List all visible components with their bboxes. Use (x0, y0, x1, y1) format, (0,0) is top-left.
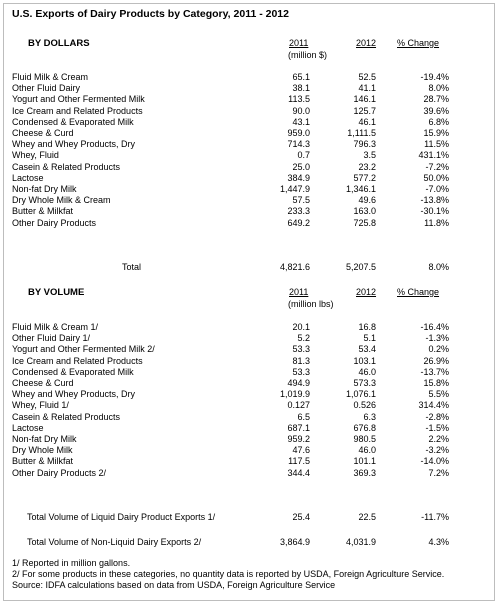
value-2012: 23.2 (358, 161, 376, 172)
value-2012: 53.4 (358, 344, 376, 355)
pct-change: 8.0% (428, 83, 449, 94)
value-2012: 676.8 (353, 422, 376, 433)
row-label: Cheese & Curd (12, 128, 74, 138)
value-2012: 103.1 (353, 355, 376, 366)
row-label: Whey and Whey Products, Dry (12, 389, 136, 400)
pct-change: -2.8% (425, 411, 449, 422)
row-label: Casein & Related Products (12, 161, 121, 172)
table-row (0, 434, 500, 445)
row-label: Non-fat Dry Milk (12, 184, 77, 194)
value-2011: 687.1 (287, 422, 310, 433)
row-label: Whey and Whey Products, Dry (12, 139, 136, 150)
row-label: Dry Whole Milk (12, 445, 73, 456)
volume-col-2011: 2011 (289, 287, 309, 297)
value-2011: 53.3 (292, 366, 310, 377)
pct-change: 39.6% (423, 105, 449, 116)
dollars-total-row (0, 262, 500, 273)
table-row (0, 94, 500, 105)
value-2011: 20.1 (292, 322, 310, 332)
volume-unit: (million lbs) (288, 299, 334, 309)
row-label: Cheese & Curd (12, 378, 74, 388)
value-2012: 3.5 (363, 150, 376, 161)
value-2011: 25.0 (292, 161, 310, 172)
volume-total-nonliquid-2012: 4,031.9 (345, 537, 376, 547)
value-2011: 5.2 (297, 333, 310, 344)
table-row (0, 333, 500, 344)
volume-total-liquid-label: Total Volume of Liquid Dairy Product Exports 1/ (27, 512, 216, 522)
table-row (0, 468, 500, 479)
table-row (0, 344, 500, 355)
row-label: Condensed & Evaporated Milk (12, 366, 134, 377)
table-row (0, 378, 500, 389)
pct-change: 431.1% (418, 150, 449, 161)
row-label: Non-fat Dry Milk (12, 434, 77, 444)
table-row (0, 83, 500, 94)
value-2012: 146.1 (353, 94, 376, 105)
table-row (0, 356, 500, 367)
row-label: Butter & Milkfat (12, 456, 74, 467)
volume-total-nonliquid-row (0, 537, 500, 548)
value-2011: 113.5 (288, 94, 310, 105)
footnote-1: 1/ Reported in million gallons. (12, 558, 131, 568)
row-label: Other Fluid Dairy 1/ (12, 333, 91, 344)
pct-change: -3.2% (425, 445, 449, 456)
pct-change: 15.9% (423, 128, 449, 138)
value-2012: 101.1 (353, 456, 376, 467)
pct-change: 11.8% (424, 217, 449, 228)
row-label: Whey, Fluid (12, 150, 59, 161)
volume-total-nonliquid-change: 4.3% (428, 537, 449, 547)
volume-total-liquid-change: -11.7% (421, 512, 449, 522)
value-2012: 980.5 (353, 434, 376, 444)
table-row (0, 423, 500, 434)
dollars-total-2011: 4,821.6 (279, 262, 310, 272)
dollars-col-2012: 2012 (356, 38, 377, 48)
row-label: Fluid Milk & Cream (12, 72, 89, 82)
value-2011: 494.9 (287, 378, 310, 388)
row-label: Fluid Milk & Cream 1/ (12, 322, 99, 332)
row-label: Lactose (12, 422, 44, 433)
pct-change: 2.2% (428, 434, 449, 444)
value-2012: 16.8 (358, 322, 376, 332)
pct-change: 0.2% (428, 344, 449, 355)
pct-change: -16.4% (420, 322, 449, 332)
pct-change: -1.3% (425, 333, 449, 344)
value-2011: 90.0 (292, 105, 310, 116)
pct-change: -19.4% (420, 72, 449, 82)
table-row (0, 367, 500, 378)
dollars-col-change: % Change (397, 38, 440, 48)
value-2011: 53.3 (292, 344, 310, 355)
value-2011: 959.0 (287, 128, 310, 138)
dollars-total-2012: 5,207.5 (345, 262, 376, 272)
table-row (0, 195, 500, 206)
table-row (0, 456, 500, 467)
value-2011: 714.3 (287, 139, 310, 150)
value-2012: 577.2 (353, 172, 376, 183)
value-2011: 81.3 (292, 355, 310, 366)
value-2012: 41.1 (358, 83, 376, 94)
row-label: Ice Cream and Related Products (12, 105, 143, 116)
pct-change: 314.4% (418, 400, 449, 411)
value-2012: 369.3 (353, 467, 376, 478)
table-row (0, 412, 500, 423)
volume-total-nonliquid-2011: 3,864.9 (279, 537, 310, 547)
table-row (0, 322, 500, 333)
value-2011: 384.9 (287, 172, 310, 183)
dollars-total-change: 8.0% (428, 262, 449, 272)
row-label: Other Dairy Products (12, 217, 97, 228)
table-row (0, 218, 500, 229)
table-row (0, 162, 500, 173)
table-row (0, 173, 500, 184)
table-row (0, 389, 500, 400)
value-2012: 0.526 (353, 400, 376, 411)
value-2011: 233.3 (287, 206, 310, 217)
pct-change: 26.9% (423, 355, 449, 366)
footnotes (12, 558, 444, 592)
row-label: Ice Cream and Related Products (12, 355, 143, 366)
value-2012: 1,346.1 (345, 184, 376, 194)
dollars-unit: (million $) (288, 50, 328, 60)
value-2012: 573.3 (353, 378, 376, 388)
table-row (0, 117, 500, 128)
table-row (0, 400, 500, 411)
value-2011: 57.5 (292, 195, 310, 206)
value-2012: 1,076.1 (345, 389, 376, 400)
volume-total-liquid-2011: 25.4 (292, 512, 310, 522)
pct-change: 5.5% (428, 389, 449, 400)
dollars-total-label: Total (122, 262, 142, 272)
value-2012: 6.3 (363, 411, 376, 422)
volume-total-nonliquid-label: Total Volume of Non-Liquid Dairy Exports 2/ (27, 537, 202, 547)
row-label: Dry Whole Milk & Cream (12, 195, 111, 206)
table-row (0, 139, 500, 150)
pct-change: 15.8% (423, 378, 449, 388)
row-label: Condensed & Evaporated Milk (12, 116, 134, 127)
pct-change: -13.8% (420, 195, 449, 206)
row-label: Yogurt and Other Fermented Milk 2/ (12, 344, 155, 355)
row-label: Casein & Related Products (12, 411, 121, 422)
volume-total-liquid-row (0, 512, 500, 523)
table-row (0, 206, 500, 217)
row-label: Other Fluid Dairy (12, 83, 81, 94)
pct-change: 11.5% (424, 139, 449, 150)
pct-change: -30.1% (420, 206, 449, 217)
row-label: Other Dairy Products 2/ (12, 467, 107, 478)
value-2012: 125.7 (353, 105, 376, 116)
value-2011: 1,447.9 (279, 184, 310, 194)
pct-change: 50.0% (423, 172, 449, 183)
value-2011: 649.2 (287, 217, 310, 228)
table-row (0, 128, 500, 139)
row-label: Butter & Milkfat (12, 206, 74, 217)
value-2011: 47.6 (292, 445, 310, 456)
value-2011: 65.1 (292, 72, 310, 82)
value-2012: 796.3 (353, 139, 376, 150)
table-row (0, 150, 500, 161)
volume-heading: BY VOLUME (28, 287, 85, 298)
value-2012: 5.1 (363, 333, 376, 344)
value-2012: 46.1 (358, 116, 376, 127)
table-row (0, 445, 500, 456)
value-2011: 38.1 (292, 83, 310, 94)
dollars-heading: BY DOLLARS (28, 38, 90, 49)
table-row (0, 72, 500, 83)
dollars-col-2011: 2011 (289, 38, 309, 48)
volume-total-liquid-2012: 22.5 (358, 512, 376, 522)
value-2011: 117.5 (288, 456, 310, 467)
value-2011: 6.5 (297, 411, 310, 422)
value-2012: 49.6 (358, 195, 376, 206)
value-2012: 46.0 (358, 445, 376, 456)
value-2011: 1,019.9 (279, 389, 310, 400)
value-2011: 43.1 (292, 116, 310, 127)
table-row (0, 184, 500, 195)
pct-change: 6.8% (428, 116, 449, 127)
row-label: Lactose (12, 172, 44, 183)
pct-change: -1.5% (425, 422, 449, 433)
pct-change: -7.0% (425, 184, 449, 194)
pct-change: 28.7% (423, 94, 449, 105)
row-label: Yogurt and Other Fermented Milk (12, 94, 145, 105)
pct-change: -13.7% (420, 366, 449, 377)
value-2012: 163.0 (353, 206, 376, 217)
value-2011: 344.4 (287, 467, 310, 478)
pct-change: 7.2% (428, 467, 449, 478)
value-2012: 725.8 (353, 217, 376, 228)
value-2012: 1,111.5 (347, 128, 376, 138)
table-row (0, 106, 500, 117)
value-2011: 0.127 (287, 400, 310, 411)
footnote-2: 2/ For some products in these categories, no quantity data is reported by USDA, Foreign Agriculture Service. (12, 569, 445, 580)
value-2012: 46.0 (358, 366, 376, 377)
pct-change: -14.0% (420, 456, 449, 467)
row-label: Whey, Fluid 1/ (12, 400, 69, 411)
footnote-source: Source: IDFA calculations based on data from USDA, Foreign Agriculture Service (12, 580, 336, 591)
volume-col-2012: 2012 (356, 287, 377, 297)
volume-col-change: % Change (397, 287, 440, 297)
page-title: U.S. Exports of Dairy Products by Category, 2011 - 2012 (12, 8, 289, 20)
value-2012: 52.5 (358, 72, 376, 82)
pct-change: -7.2% (425, 161, 449, 172)
value-2011: 959.2 (287, 434, 310, 444)
value-2011: 0.7 (297, 150, 310, 161)
